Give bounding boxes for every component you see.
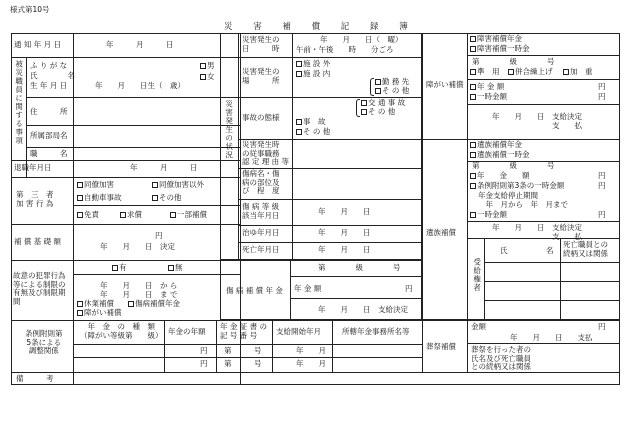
male-checkbox[interactable]: 男 xyxy=(200,62,215,71)
female-checkbox[interactable]: 女 xyxy=(200,73,215,82)
restriction-absence[interactable]: 休業補償 xyxy=(77,300,114,309)
place-outside[interactable]: 施 設 外 xyxy=(296,60,330,69)
cure-date-value: 年 月 日 xyxy=(318,228,371,237)
restriction-from: 年 月 日 か ら xyxy=(100,281,178,290)
row1-yen: 円 xyxy=(200,346,208,355)
start-header: 支給開始年月 xyxy=(276,327,321,336)
occur-time-value: 午前・午後 時 分ごろ xyxy=(296,45,394,54)
ber-grade: 第 級 号 xyxy=(472,161,555,170)
notice-date-value: 年 月 日 xyxy=(106,40,174,49)
ber-lump-option[interactable]: 遺族補償一時金 xyxy=(470,151,530,160)
occur-datetime-label: 災害発生の 日 時 xyxy=(242,35,280,53)
tp-car-accident[interactable]: 自動車事故 xyxy=(77,194,122,203)
tp-etc[interactable]: その他 xyxy=(152,194,182,203)
ber-decision-date: 年 月 日 支給決定 支 払 xyxy=(492,223,582,241)
cert-no-header: 年 金 証 書 の 記 号 番 号 xyxy=(220,322,268,340)
position-label: 職 名 xyxy=(30,149,68,158)
retire-label: 退職年月日 xyxy=(14,163,52,172)
ber-pension-option[interactable]: 遺族補償年金 xyxy=(470,141,522,150)
tp-claim[interactable]: 求償 xyxy=(120,211,142,220)
relation-label: 死亡職員との 続柄又は関係 xyxy=(563,240,608,258)
row1-no: 第 号 xyxy=(224,346,262,355)
restriction-yes[interactable]: 有 xyxy=(112,264,127,273)
grade-date-value: 年 月 日 xyxy=(318,207,371,216)
injury-label: 傷病名・傷 病の部位及 び 程 度 xyxy=(242,169,280,196)
victim-section-label: 被災職員に関する事項 xyxy=(14,60,24,145)
restriction-to: 年 月 日 ま で xyxy=(100,290,178,299)
restriction-label: 故意の犯罪行為等による制限の有無及び制限期間 xyxy=(13,271,66,306)
row2-yen: 円 xyxy=(200,359,208,368)
ber-article[interactable]: 条例附則第3条の一時金額 xyxy=(470,182,564,191)
form-title: 災 害 補 償 記 録 簿 xyxy=(224,22,417,32)
dis-aggravated[interactable]: 加 重 xyxy=(563,68,593,77)
ber-lump-sum[interactable]: 一時金額 xyxy=(470,211,507,220)
base-amount-unit: 円 xyxy=(155,231,163,240)
dis-combined[interactable]: 併合繰上げ xyxy=(508,68,553,77)
restriction-pension[interactable]: 傷病補償年金 xyxy=(128,300,180,309)
base-amount-label: 補 償 基 礎 額 xyxy=(14,237,62,246)
third-party-label: 第 三 者 加 害 行 為 xyxy=(16,190,54,208)
tp-partial[interactable]: 一部補償 xyxy=(170,211,207,220)
dis-pension-unit: 円 xyxy=(598,82,606,91)
retire-value: 年 月 日 xyxy=(130,163,198,172)
name-label: 氏 名 xyxy=(30,71,75,80)
office-header: 所轄年金事務所名等 xyxy=(342,327,410,336)
place-other[interactable]: そ の 他 xyxy=(375,87,409,96)
furigana-label: ふ り が な xyxy=(30,61,68,70)
type-other-sub[interactable]: そ の 他 xyxy=(361,108,395,117)
ber-amount[interactable]: 年 金 額 xyxy=(470,172,530,181)
dis-lump-unit: 円 xyxy=(598,92,606,101)
type-accident[interactable]: 事 故 xyxy=(296,118,326,127)
recipient-name-label: 氏 xyxy=(500,246,508,255)
dis-lump-option[interactable]: 障害補償一時金 xyxy=(470,45,530,54)
adjust-label: 条例附則第 5条による 調整関係 xyxy=(25,329,63,356)
sick-pension-amount-unit: 円 xyxy=(405,284,413,293)
dob-label: 生 年 月 日 xyxy=(30,81,68,90)
death-date-label: 死亡年月日 xyxy=(242,245,280,254)
recipient-name-label2: 名 xyxy=(546,246,554,255)
occurrence-section-label: 災害発生の状況 xyxy=(224,100,234,160)
funeral-date: 年 月 日 支払 xyxy=(510,333,593,342)
bereaved-label: 遺族補償 xyxy=(426,228,456,237)
remarks-label: 備 考 xyxy=(16,374,54,383)
duty-label: 災害発生時 の従事職務 認 定 理 由 等 xyxy=(242,140,290,167)
dis-grade: 第 級 号 xyxy=(472,57,555,66)
place-label: 災害発生の 場 所 xyxy=(242,67,280,85)
dept-label: 所属部局名 xyxy=(30,131,68,140)
accident-type-label: 事故の態様 xyxy=(242,113,280,122)
sick-pension-date: 年 月 日 支給決定 xyxy=(318,305,408,314)
sick-pension-label: 傷 病 補 償 年 金 xyxy=(226,286,283,295)
dob-value: 年 月 日生（ 歳） xyxy=(95,81,185,90)
base-amount-date: 年 月 日 決定 xyxy=(100,242,175,251)
pension-amount-header: 年金の年額 xyxy=(168,327,206,336)
funeral-amount-label: 金額 xyxy=(471,322,486,331)
recipient-label: 受給権者 xyxy=(472,258,482,292)
tp-same-office[interactable]: 同僚加害 xyxy=(77,181,114,190)
notice-date-label: 通 知 年 月 日 xyxy=(14,40,62,49)
funeral-label: 葬祭補償 xyxy=(426,342,456,351)
form-number: 様式第10号 xyxy=(10,5,50,14)
dis-pension-option[interactable]: 障害補償年金 xyxy=(470,35,522,44)
ber-lump-unit: 円 xyxy=(598,210,606,219)
tp-other[interactable]: 同僚加害以外 xyxy=(152,181,204,190)
type-traffic[interactable]: 交 通 事 故 xyxy=(361,99,405,108)
pension-type-header: 年 金 の 種 類 （障がい等級第 級） xyxy=(80,322,163,340)
cure-date-label: 治ゆ年月日 xyxy=(242,228,280,237)
dis-decision-date: 年 月 日 支給決定 支 払 xyxy=(492,112,582,130)
ber-amount-unit: 円 xyxy=(598,171,606,180)
row2-ym: 年 月 xyxy=(296,359,326,368)
restriction-disability[interactable]: 障がい補償 xyxy=(77,309,122,318)
restriction-no[interactable]: 無 xyxy=(168,264,183,273)
type-other[interactable]: そ の 他 xyxy=(296,128,330,137)
place-inside[interactable]: 施 設 内 xyxy=(296,70,330,79)
sick-pension-grade: 第 級 号 xyxy=(318,263,401,272)
tp-exempt[interactable]: 免責 xyxy=(77,211,99,220)
sick-pension-amount-label: 年 金 額 xyxy=(294,284,322,293)
dis-lump-amount[interactable]: 一時金額 xyxy=(470,93,507,102)
funeral-person-label: 葬祭を行った者の 氏名及び死亡職員 との続柄又は関係 xyxy=(471,345,531,372)
death-date-value: 年 月 日 xyxy=(318,245,371,254)
ber-suspension-period: 年金支給停止期間 年 月から 年 月まで xyxy=(478,191,568,209)
place-workplace[interactable]: 勤 務 先 xyxy=(375,78,409,87)
occur-date-value: 年 月 日（ 曜） xyxy=(320,35,403,44)
row1-ym: 年 月 xyxy=(296,346,326,355)
row2-no: 第 号 xyxy=(224,359,262,368)
dis-pension-amount[interactable]: 年 金 額 xyxy=(470,83,504,92)
address-label: 住 所 xyxy=(30,107,68,116)
ber-article-unit: 円 xyxy=(598,181,606,190)
disability-label: 障がい補償 xyxy=(426,80,464,89)
dis-apply[interactable]: 準 用 xyxy=(470,68,500,77)
grade-date-label: 傷 病 等 級 該当年月日 xyxy=(242,202,280,220)
funeral-amount-unit: 円 xyxy=(598,322,606,331)
